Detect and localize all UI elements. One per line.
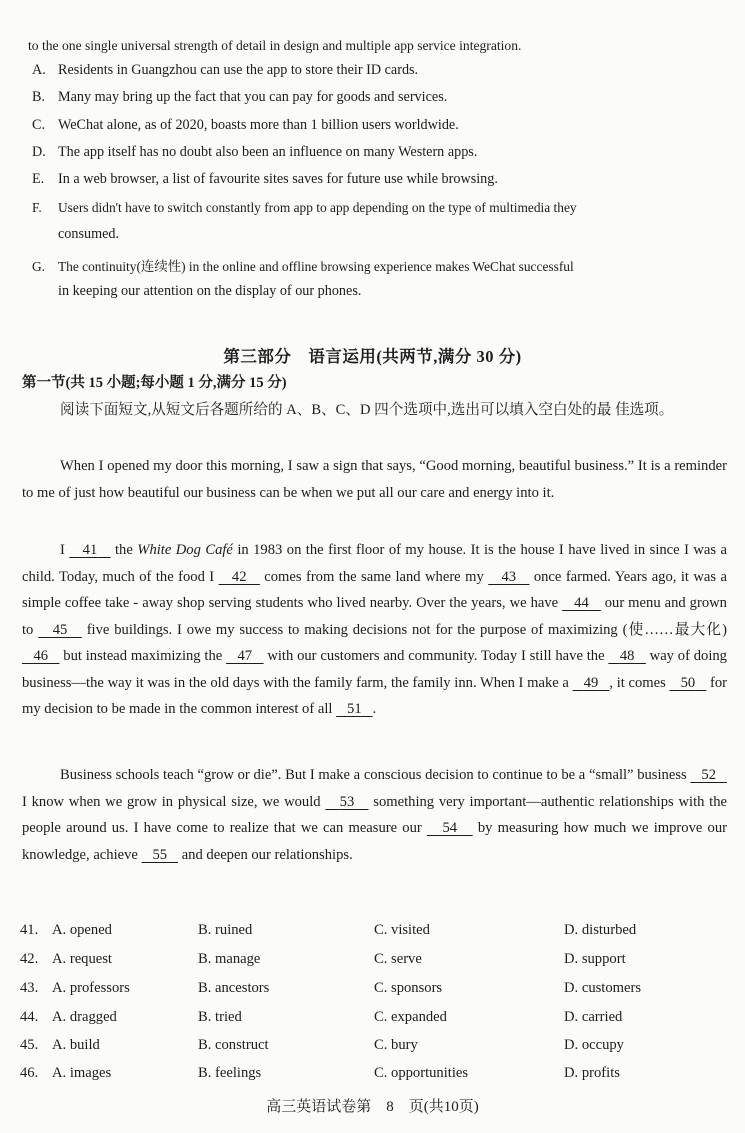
question-number: 42. <box>20 951 39 967</box>
choice-b[interactable]: B. construct <box>198 1037 269 1053</box>
text: I <box>60 542 70 558</box>
text: by measuring how much we improve our knowledge, achieve <box>22 820 727 863</box>
text: the <box>110 542 138 558</box>
choice-b[interactable]: B. ancestors <box>198 980 270 996</box>
blank-number: 46 <box>33 648 49 664</box>
option-text: Users didn't have to switch constantly from app to app depending on the type of multimedia they <box>58 200 577 215</box>
text: comes from the same land where my <box>259 568 489 585</box>
text: our menu and grown to <box>22 595 727 638</box>
question-41 <box>20 922 636 939</box>
option-text: The app itself has no doubt also been an influence on many Western apps. <box>58 144 478 160</box>
blank-number: 51 <box>347 701 362 717</box>
text: . <box>372 701 377 717</box>
option-text: Many may bring up the fact that you can pay for goods and services. <box>58 89 448 105</box>
text: Business schools teach “grow or die”. But I make a conscious decision to continue to be a “small” business <box>60 767 691 783</box>
choice-d[interactable]: D. disturbed <box>564 922 637 938</box>
blank-number: 49 <box>583 674 599 691</box>
choice-a[interactable]: A. images <box>52 1065 112 1081</box>
blank-number: 42 <box>231 568 247 585</box>
question-46 <box>20 1065 620 1082</box>
passage-paragraph-2 <box>22 537 727 723</box>
question-number: 44. <box>20 1009 39 1025</box>
choice-c[interactable]: C. sponsors <box>374 980 443 996</box>
blank-44 <box>562 595 601 611</box>
text: and deepen our relationships. <box>178 846 353 863</box>
choice-c[interactable]: C. visited <box>374 922 430 938</box>
blank-45 <box>38 622 82 638</box>
choice-b[interactable]: B. manage <box>198 951 261 967</box>
cafe-name: White Dog Café <box>137 542 233 558</box>
choice-d[interactable]: D. occupy <box>564 1037 624 1053</box>
blank-55 <box>142 847 179 863</box>
passage-paragraph-1: When I opened my door this morning, I saw a sign that says, “Good morning, beautiful business.” It is a reminder to me of just how beautiful our business can be when we put all our care and energy into it. <box>22 458 727 501</box>
section-instruction: 阅读下面短文,从短文后各题所给的 A、B、C、D 四个选项中,选出可以填入空白处的最 佳选项。 <box>60 402 674 418</box>
blank-42 <box>219 569 260 585</box>
choice-a[interactable]: A. professors <box>52 980 130 996</box>
blank-number: 48 <box>619 648 635 664</box>
blank-41 <box>69 542 110 558</box>
choice-a[interactable]: A. request <box>52 951 112 967</box>
option-f <box>32 200 577 216</box>
option-letter: B. <box>32 89 46 105</box>
choice-c[interactable]: C. serve <box>374 951 422 967</box>
option-f-cont: consumed. <box>58 226 120 242</box>
question-number: 43. <box>20 980 39 996</box>
blank-number: 52 <box>701 767 716 783</box>
option-letter: D. <box>32 144 46 160</box>
blank-51 <box>336 701 373 717</box>
text: way of doing business—the way it was in the old days with the family farm, the family inn. When I make a <box>22 648 727 691</box>
blank-49 <box>573 675 610 691</box>
text: in 1983 on the first floor of my house. It is the house I have lived in since I was a child. Today, much of the food I <box>22 542 727 585</box>
option-g <box>32 256 574 275</box>
text: for my decision to be made in the common interest of all <box>22 674 727 717</box>
option-d <box>32 144 477 161</box>
text: once farmed. Years ago, it was a simple coffee take - away shop serving students who lived nearby. Over the years, we have <box>22 568 728 611</box>
option-text: In a web browser, a list of favourite sites saves for future use while browsing. <box>58 171 498 187</box>
blank-number: 45 <box>52 621 68 638</box>
choice-d[interactable]: D. customers <box>564 980 642 996</box>
section-title: 第三部分 语言运用(共两节,满分 30 分) <box>223 347 522 366</box>
blank-52 <box>690 767 727 783</box>
blank-54 <box>427 820 473 836</box>
blank-number: 50 <box>680 674 696 691</box>
question-43 <box>20 980 641 997</box>
option-letter: E. <box>32 171 45 187</box>
option-letter: G. <box>32 259 46 274</box>
blank-number: 41 <box>82 542 98 558</box>
choice-a[interactable]: A. build <box>52 1037 100 1053</box>
choice-a[interactable]: A. opened <box>52 922 112 938</box>
blank-number: 53 <box>339 793 355 810</box>
blank-47 <box>226 648 263 664</box>
text: with our customers and community. Today I still have the <box>263 648 609 664</box>
option-text: WeChat alone, as of 2020, boasts more than 1 billion users worldwide. <box>58 117 459 133</box>
blank-number: 44 <box>574 595 589 611</box>
choice-c[interactable]: C. bury <box>374 1037 418 1053</box>
page-footer: 高三英语试卷第 8 页(共10页) <box>266 1099 479 1115</box>
question-42 <box>20 951 626 968</box>
blank-53 <box>325 794 368 810</box>
choice-b[interactable]: B. feelings <box>198 1065 262 1081</box>
choice-b[interactable]: B. ruined <box>198 922 253 938</box>
choice-c[interactable]: C. opportunities <box>374 1065 469 1081</box>
blank-number: 47 <box>237 648 253 664</box>
choice-b[interactable]: B. tried <box>198 1009 242 1025</box>
blank-48 <box>608 648 645 664</box>
option-letter: C. <box>32 117 46 133</box>
blank-number: 43 <box>501 568 517 585</box>
option-text: Residents in Guangzhou can use the app to store their ID cards. <box>58 62 419 78</box>
option-g-cont: in keeping our attention on the display of our phones. <box>58 283 362 299</box>
option-e <box>32 171 498 188</box>
text: I know when we grow in physical size, we would <box>22 793 326 810</box>
blank-number: 54 <box>442 820 458 836</box>
choice-d[interactable]: D. carried <box>564 1009 623 1025</box>
choice-c[interactable]: C. expanded <box>374 1009 447 1025</box>
choice-a[interactable]: A. dragged <box>52 1009 117 1025</box>
blank-50 <box>670 675 707 691</box>
text: something very important—authentic relationships with the people around us. I have come to realize that we can measure our <box>22 793 728 836</box>
question-number: 46. <box>20 1065 39 1081</box>
blank-number: 55 <box>152 846 168 863</box>
option-text: The continuity(连续性) in the online and offline browsing experience makes WeChat successful <box>58 259 574 274</box>
question-number: 41. <box>20 922 39 938</box>
choice-d[interactable]: D. support <box>564 951 626 967</box>
option-letter: A. <box>32 62 46 78</box>
option-letter: F. <box>32 200 42 215</box>
choice-d[interactable]: D. profits <box>564 1065 620 1081</box>
question-45 <box>20 1037 624 1054</box>
option-b <box>32 89 447 106</box>
blank-46 <box>22 648 59 664</box>
top-intro: to the one single universal strength of detail in design and multiple app service integration. <box>28 38 522 53</box>
question-number: 45. <box>20 1037 39 1053</box>
text: but instead maximizing the <box>59 648 227 664</box>
blank-43 <box>488 569 529 585</box>
question-44 <box>20 1009 622 1026</box>
text: , it comes <box>609 674 670 691</box>
text: five buildings. I owe my success to making decisions not for the purpose of maximizing (使……最大化) <box>81 621 728 638</box>
option-c <box>32 117 459 134</box>
option-a <box>32 62 418 79</box>
section-subtitle: 第一节(共 15 小题;每小题 1 分,满分 15 分) <box>22 375 287 391</box>
passage-paragraph-3 <box>22 762 727 868</box>
